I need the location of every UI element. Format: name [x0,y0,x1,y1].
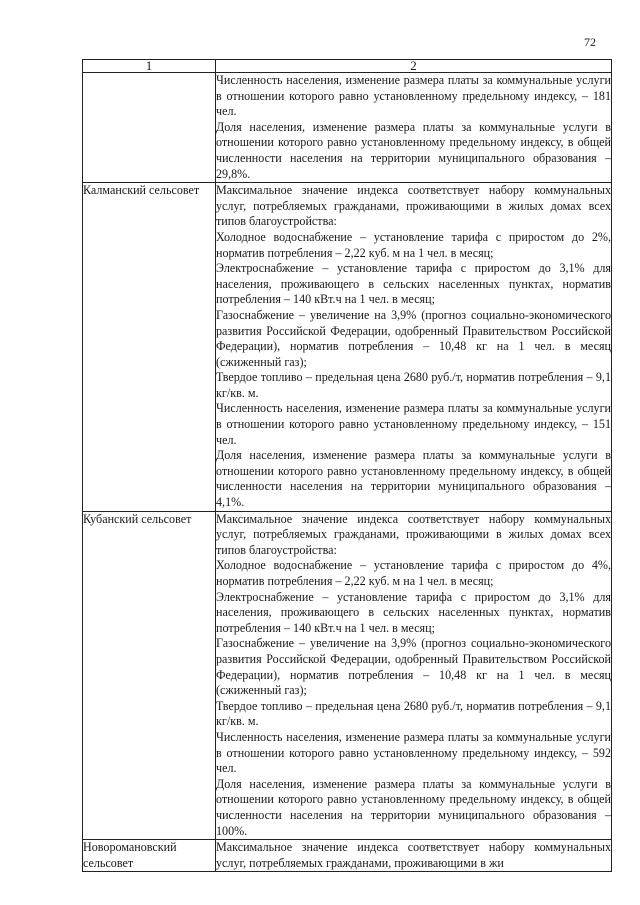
indicator-text-cell [216,183,612,511]
indicators-table [82,59,612,872]
municipality-name-cell [83,183,216,511]
table-header [83,60,612,73]
indicator-paragraph: Численность населения, изменение размера платы за коммунальные услуги в отношении которого равно установленному предельному индексу, – 151 чел. [216,401,611,447]
column-header-1: 1 [83,60,216,73]
table-row [83,511,612,839]
indicator-paragraph: Электроснабжение – установление тарифа с приростом до 3,1% для населения, проживающего в сельских населенных пунктах, норматив потребления – 140 кВт.ч на 1 чел. в месяц; [216,261,611,307]
table-row [83,183,612,511]
indicator-text-cell [216,73,612,183]
indicator-paragraph: Газоснабжение – увеличение на 3,9% (прогноз социально-экономического развития Российской Федерации, одобренный Правительством Российской Федерации), норматив потребления – 10,48 кг на 1 чел. в месяц (сжиженный газ); [216,636,611,698]
indicator-paragraph: Твердое топливо – предельная цена 2680 руб./т, норматив потребления – 9,1 кг/кв. м. [216,370,611,400]
table-row [83,73,612,183]
indicator-paragraph: Максимальное значение индекса соответствует набору коммунальных услуг, потребляемых гражданами, проживающими в жилых домах всех типов благоустройства: [216,511,611,557]
municipality-name-cell [83,840,216,872]
indicator-text-cell [216,840,612,872]
indicator-paragraph: Доля населения, изменение размера платы за коммунальные услуги в отношении которого равно установленному предельному индексу, в общей численности населения на территории муниципального образования – 100%. [216,776,611,838]
indicator-paragraph: Твердое топливо – предельная цена 2680 руб./т, норматив потребления – 9,1 кг/кв. м. [216,698,611,729]
municipality-name-cell [83,511,216,839]
indicator-paragraph: Газоснабжение – увеличение на 3,9% (прогноз социально-экономического развития Российской Федерации, одобренный Правительством Российской Федерации), норматив потребления – 10,48 кг на 1 чел. в месяц (сжиженный газ); [216,307,611,369]
indicator-paragraph: Холодное водоснабжение – установление тарифа с приростом до 2%, норматив потребления – 2,22 куб. м на 1 чел. в месяц; [216,229,611,260]
column-header-2: 2 [216,60,612,73]
municipality-name: Калманский сельсовет [83,183,200,198]
indicator-paragraph: Доля населения, изменение размера платы за коммунальные услуги в отношении которого равно установленному предельному индексу, в общей численности населения на территории муниципального образования – 4,1%. [216,448,611,510]
table-row [83,840,612,872]
municipality-name: Новоромановский сельсовет [83,840,177,870]
indicator-paragraph: Максимальное значение индекса соответствует набору коммунальных услуг, потребляемых гражданами, проживающими в жилых домах всех типов благоустройства: [216,183,611,229]
indicator-paragraph: Численность населения, изменение размера платы за коммунальные услуги в отношении которого равно установленному предельному индексу, – 181 чел. [216,73,611,119]
page-number: 72 [584,35,596,49]
municipality-name: Кубанский сельсовет [83,511,192,526]
indicator-paragraph: Холодное водоснабжение – установление тарифа с приростом до 4%, норматив потребления – 2,22 куб. м на 1 чел. в месяц; [216,558,611,588]
header-row [83,60,612,73]
indicator-paragraph: Доля населения, изменение размера платы за коммунальные услуги в отношении которого равно установленному предельному индексу, в общей численности населения на территории муниципального образования – 29,8%. [216,119,611,181]
indicator-paragraph: Электроснабжение – установление тарифа с приростом до 3,1% для населения, проживающего в сельских населенных пунктах, норматив потребления – 140 кВт.ч на 1 чел. в месяц; [216,589,611,635]
indicator-text-cell [216,511,612,839]
municipality-name-cell [83,73,216,183]
table-body [83,73,612,872]
indicator-paragraph: Максимальное значение индекса соответствует набору коммунальных услуг, потребляемых гражданами, проживающими в жи [216,840,611,870]
indicator-paragraph: Численность населения, изменение размера платы за коммунальные услуги в отношении которого равно установленному предельному индексу, – 592 чел. [216,729,611,776]
